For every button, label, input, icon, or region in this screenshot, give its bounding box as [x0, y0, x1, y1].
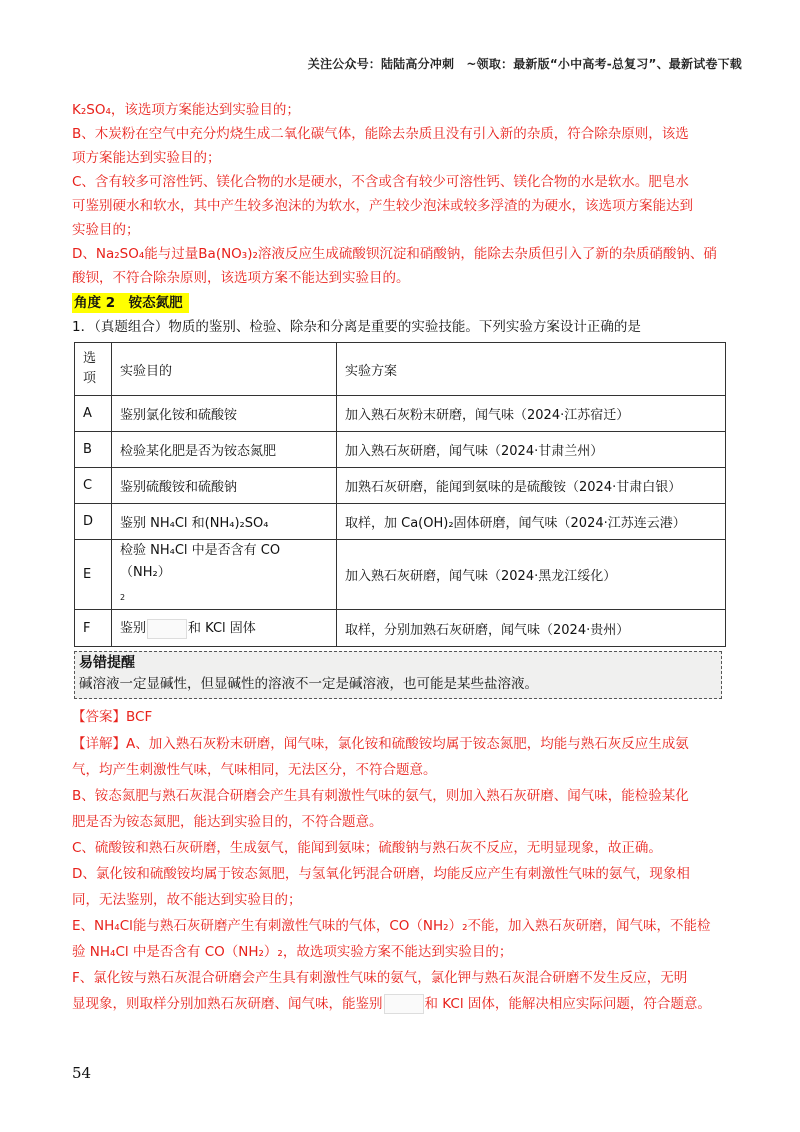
section-tag: 角度 2 铵态氮肥: [72, 293, 189, 313]
table-row: [75, 504, 726, 540]
row-plan: 取样，加 Ca(OH)₂固体研磨，闻气味（2024·江苏连云港）: [337, 504, 726, 540]
text-line: C、含有较多可溶性钙、镁化合物的水是硬水，不含或含有较少可溶性钙、镁化合物的水是软水。肥皂水: [72, 174, 689, 190]
explanation-line: 肥是否为铵态氮肥，能达到实验目的，不符合题意。: [72, 814, 383, 830]
row-purpose: 鉴别氯化铵和硫酸铵: [112, 396, 337, 432]
header-purpose: 实验目的: [112, 343, 337, 396]
header-option: 选项: [75, 343, 112, 396]
explanation-line: 验 NH₄Cl 中是否含有 CO（NH₂）₂，故选项实验方案不能达到实验目的；: [72, 944, 513, 960]
previous-answer-block: [72, 98, 732, 290]
explanation-line: C、硫酸铵和熟石灰研磨，生成氨气，能闻到氨味；硫酸钠与熟石灰不反应，无明显现象，故正确。: [72, 840, 662, 856]
table-row: [75, 396, 726, 432]
row-purpose: 检验某化肥是否为铵态氮肥: [112, 432, 337, 468]
explanation-line: 气，均产生刺激性气味，气味相同，无法区分，不符合题意。: [72, 762, 437, 778]
row-purpose-pre: 鉴别: [120, 621, 147, 637]
text-line: 酸钡，不符合除杂原则，该选项方案不能达到实验目的。: [72, 270, 410, 286]
tip-text: 碱溶液一定显碱性，但显碱性的溶液不一定是碱溶液，也可能是某些盐溶液。: [79, 676, 538, 692]
row-purpose-main: 检验 NH₄Cl 中是否含有 CO（NH₂）: [120, 543, 281, 580]
text-line: D、Na₂SO₄能与过量Ba(NO₃)₂溶液反应生成硫酸钡沉淀和硝酸钠，能除去杂质但引入了新的杂质硝酸钠、硝: [72, 246, 717, 262]
table-row: [75, 610, 726, 647]
row-option: B: [75, 432, 112, 468]
row-option: F: [75, 610, 112, 647]
experiment-table: [74, 342, 726, 647]
text-line: 项方案能达到实验目的；: [72, 150, 221, 166]
table-header-row: [75, 343, 726, 396]
row-option: D: [75, 504, 112, 540]
explanation-line: 【详解】A、加入熟石灰粉末研磨，闻气味，氯化铵和硫酸铵均属于铵态氮肥，均能与熟石灰反应生成氨: [72, 736, 689, 752]
table-row: [75, 468, 726, 504]
explanation-block: [72, 731, 732, 1017]
row-plan: 加入熟石灰研磨，闻气味（2024·黑龙江绥化）: [337, 540, 726, 610]
formula-image-placeholder: [384, 994, 424, 1014]
row-option: C: [75, 468, 112, 504]
explanation-line: 同，无法鉴别，故不能达到实验目的；: [72, 892, 302, 908]
text-line: K₂SO₄，该选项方案能达到实验目的；: [72, 102, 300, 118]
page-header: 关注公众号：陆陆高分冲刺 ~领取：最新版“小中高考-总复习”、最新试卷下载: [307, 57, 742, 71]
explanation-last-pre: 显现象，则取样分别加熟石灰研磨、闻气味，能鉴别: [72, 996, 383, 1012]
tip-box: [74, 651, 722, 699]
text-line: 实验目的；: [72, 222, 140, 238]
row-option: A: [75, 396, 112, 432]
answer-line: 【答案】BCF: [72, 709, 153, 725]
row-purpose: [112, 610, 337, 647]
explanation-line: B、铵态氮肥与熟石灰混合研磨会产生具有刺激性气味的氨气，则加入熟石灰研磨、闻气味，能检验某化: [72, 788, 689, 804]
row-plan: 取样，分别加熟石灰研磨，闻气味（2024·贵州）: [337, 610, 726, 647]
row-plan: 加熟石灰研磨，能闻到氨味的是硫酸铵（2024·甘肃白银）: [337, 468, 726, 504]
row-plan: 加入熟石灰研磨，闻气味（2024·甘肃兰州）: [337, 432, 726, 468]
explanation-last-post: 和 KCl 固体，能解决相应实际问题，符合题意。: [424, 996, 711, 1012]
text-line: B、木炭粉在空气中充分灼烧生成二氧化碳气体，能除去杂质且没有引入新的杂质，符合除杂原则，该选: [72, 126, 689, 142]
explanation-line: F、氯化铵与熟石灰混合研磨会产生具有刺激性气味的氨气，氯化钾与熟石灰混合研磨不发生反应，无明: [72, 970, 688, 986]
page-number: 54: [72, 1064, 92, 1082]
question-text: 1．（真题组合）物质的鉴别、检验、除杂和分离是重要的实验技能。下列实验方案设计正确的是: [72, 319, 641, 335]
row-purpose: 鉴别 NH₄Cl 和(NH₄)₂SO₄: [112, 504, 337, 540]
explanation-line: D、氯化铵和硫酸铵均属于铵态氮肥，与氢氧化钙混合研磨，均能反应产生有刺激性气味的氨气，现象相: [72, 866, 690, 882]
section-heading: [72, 290, 732, 313]
row-purpose-subscript: 2: [120, 593, 126, 602]
explanation-line: E、NH₄Cl能与熟石灰研磨产生有刺激性气味的气体，CO（NH₂）₂不能，加入熟石灰研磨，闻气味，不能检: [72, 918, 711, 934]
answer-block: [72, 705, 732, 729]
table-row: [75, 432, 726, 468]
formula-image-placeholder: [147, 619, 187, 639]
row-purpose-post: 和 KCl 固体: [188, 621, 256, 637]
explanation-line: [72, 991, 732, 1017]
page-content: [72, 98, 732, 1017]
row-option: E: [75, 540, 112, 610]
tip-title: 易错提醒: [79, 655, 135, 671]
text-line: 可鉴别硬水和软水，其中产生较多泡沫的为软水，产生较少泡沫或较多浮渣的为硬水，该选项方案能达到: [72, 198, 693, 214]
row-purpose: 鉴别硫酸铵和硫酸钠: [112, 468, 337, 504]
header-plan: 实验方案: [337, 343, 726, 396]
table-row: [75, 540, 726, 610]
row-plan: 加入熟石灰粉末研磨，闻气味（2024·江苏宿迁）: [337, 396, 726, 432]
row-purpose: [112, 540, 337, 610]
